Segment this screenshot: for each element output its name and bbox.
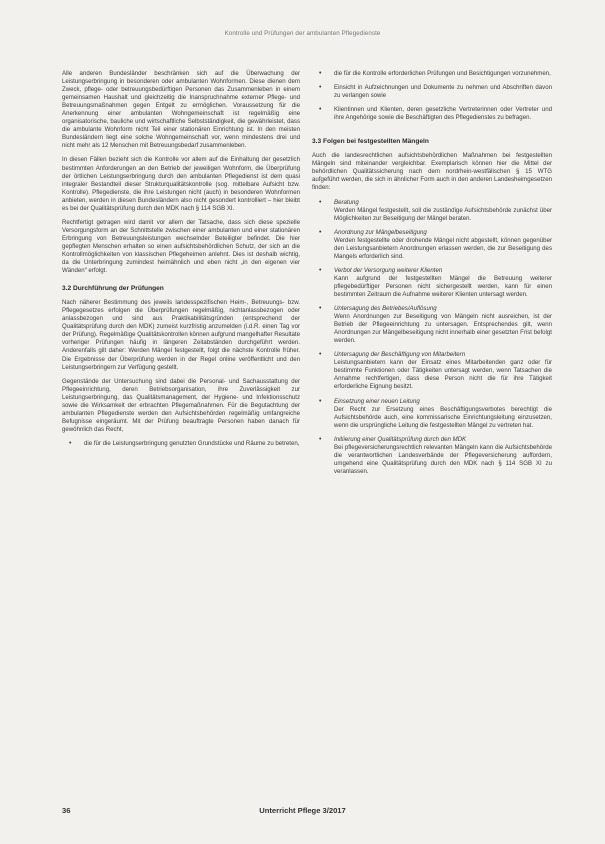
left-column — [62, 70, 300, 454]
item-title: Verbot der Versorgung weiterer Klienten — [334, 266, 443, 274]
paragraph: Nach näherer Bestimmung des jeweils landesspezifischen Heim-, Betreuungs- bzw. Pflegegesetzes erfolgen die Überprüfungen regelmäßig, nichtanlassbezogen oder anlassbezogen und sind aus Praktikabilitätsgründen (entsprechend der Qualitätsprüfung durch den MDK) zumeist kurzfristig anzumelden (i.d.R. einen Tag vor der Prüfung). Regelmäßige Qualitätskontrollen können aufgrund mangelhafter Resultate vorheriger Prüfungen häufig in längeren Zeitabständen durchgeführt werden. Anderenfalls gilt daher: Werden Mängel festgestellt, folgt die nächste Kontrolle früher. Die Ergebnisse der Überprüfung werden in der Regel online veröffentlicht und den Leistungserbringern zur Verfügung gestellt. — [62, 299, 300, 371]
bullet-icon: • — [319, 266, 322, 274]
bullet-list — [62, 440, 300, 448]
right-column — [312, 70, 552, 482]
bullet-icon: • — [319, 70, 322, 77]
paragraph: Alle anderen Bundesländer beschränken sich auf die Überwachung der Leistungserbringung in besonderen oder ambulanten Wohnformen. Diese dienen dem Zweck, pflege- oder betreuungsbedürftigen Personen das Zusammenleben in einem gemeinsamen Haushalt und gleichzeitig die Inanspruchnahme externer Pflege- und Betreuungsmaßnahmen gegen Entgelt zu ermöglichen. Voraussetzung für die Anerkennung einer ambulanten Wohngemeinschaft ist regelmäßig eine organisatorische, bauliche und wirtschaftliche Selbstständigkeit, die gewährleistet, dass die ambulante Wohnform nicht Teil einer stationären Einrichtung ist. In den meisten Bundesländern liegt eine solche Wohngemeinschaft vor, wenn mindestens drei und nicht mehr als 12 Menschen mit Betreuungsbedarf zusammenleben. — [62, 70, 300, 150]
bullet-icon: • — [319, 106, 322, 114]
item-text: Werden festgestellte oder drohende Mängel nicht abgestellt, können gegenüber den Leistungsanbietern Anordnungen erlassen werden, die zur Beseitigung des Mangels erforderlich sind. — [334, 236, 552, 260]
magazine-issue: Unterricht Pflege 3/2017 — [259, 806, 346, 815]
bullet-icon: • — [319, 198, 322, 206]
list-item: • Einsicht in Aufzeichnungen und Dokumente zu nehmen und Abschriften davon zu verlangen sowie — [319, 84, 552, 100]
bullet-icon: • — [319, 435, 322, 443]
section-heading: 3.2 Durchführung der Prüfungen — [62, 285, 164, 293]
bullet-icon: • — [319, 228, 322, 236]
list-item — [312, 229, 552, 261]
list-item — [312, 267, 552, 299]
list-item — [312, 305, 552, 345]
item-text: Leistungsanbietern kann der Einsatz eines Mitarbeitenden ganz oder für bestimmte Funktionen oder Tätigkeiten untersagt werden, wenn Tatsachen die Annahme rechtfertigen, dass diese Person nicht die für ihre Tätigkeit erforderliche Eignung besitzt. — [334, 359, 552, 391]
item-title: Anordnung zur Mängelbeseitigung — [334, 228, 427, 236]
bullet-list — [312, 70, 552, 122]
bullet-icon: • — [319, 84, 322, 92]
section-heading: 3.3 Folgen bei festgestellten Mängeln — [312, 138, 429, 146]
measures-list — [312, 199, 552, 476]
item-text: Der Recht zur Ersetzung eines Beschäftigungsverbotes berechtigt die Aufsichtsbehörde auch, eine kommissarische Einrichtungsleitung einzusetzen, wenn die ursprüngliche Leitung die festgestellten Mängel zu vertreten hat. — [334, 405, 552, 429]
item-title: Untersagung des Betriebes/Auflösung — [334, 305, 437, 313]
item-text: Bei pflegeversicherungsrechtlich relevanten Mängeln kann die Aufsichtsbehörde die verantwortlichen Landesverbände der Pflegeversicherung auffordern, umgehend eine Qualitätsprüfung durch den MDK nach § 114 SGB XI zu veranlassen. — [334, 443, 552, 475]
item-text: Wenn Anordnungen zur Beseitigung von Mängeln nicht ausreichen, ist der Betrieb der Pflegeeinrichtung zu untersagen. Entsprechendes gilt, wenn Anordnungen zur Mängelbeseitigung nicht innerhalb einer gesetzten Frist befolgt werden. — [334, 313, 552, 345]
list-item: • die für die Leistungserbringung genutzten Grundstücke und Räume zu betreten, — [69, 439, 300, 447]
item-title: Beratung — [334, 198, 359, 206]
item-text: Kann aufgrund der festgestellten Mängel die Betreuung weiterer pflegebedürftiger Personen nicht sichergestellt werden, kann für einen bestimmten Zeitraum die Aufnahme weiterer Klienten untersagt werden. — [334, 274, 552, 298]
bullet-icon: • — [319, 351, 322, 359]
list-item — [312, 398, 552, 430]
list-item — [312, 351, 552, 391]
list-item: • Klientinnen und Klienten, deren gesetzliche Vertreterinnen oder Vertreter und ihre Angehörige sowie die Beschäftigten des Pflegedienstes zu befragen. — [319, 106, 552, 122]
bullet-icon: • — [319, 397, 322, 405]
running-header: Kontrolle und Prüfungen der ambulanten Pflegedienste — [224, 30, 381, 37]
item-title: Initiierung einer Qualitätsprüfung durch den MDK — [334, 435, 467, 443]
paragraph: Rechtfertigt getragen wird damit vor allem der Tatsache, dass sich diese spezielle Versorgungsform an der Schnittstelle zwischen einer ambulanten und einer stationären Erbringung von Betreuungsleistungen wechselnder Beteiligter befindet. Die hier gepflegten Menschen erhalten so einen aufsichtsbehördlichen Schutz, der sich an die Kontrollmöglichkeiten von klassischen Pflegeheimen anlehnt. Dies ist deshalb wichtig, da die Unterbringung zumindest heimähnlich und eben nicht „in den eigenen vier Wänden“ erfolgt. — [62, 218, 300, 275]
list-item: • die für die Kontrolle erforderlichen Prüfungen und Besichtigungen vorzunehmen, — [319, 70, 551, 77]
paragraph: Auch die landesrechtlichen aufsichtsbehördlichen Maßnahmen bei festgestellten Mängeln sind miteinander vergleichbar. Exemplarisch können hier die Mittel der behördlichen Qualitätssicherung nach dem nordrhein-westfälischen § 15 WTG aufgeführt werden, die sich in ähnlicher Form auch in den anderen Landesheimgesetzen finden: — [312, 152, 552, 192]
list-item — [312, 199, 552, 223]
item-title: Einsetzung einer neuen Leitung — [334, 397, 420, 405]
page-number: 36 — [62, 806, 71, 815]
paragraph: Gegenstände der Untersuchung sind dabei die Personal- und Sachausstattung der Pflegeeinrichtung, deren Betriebsorganisation, ihre Zuverlässigkeit zur Leistungserbringung, das Qualitätsmanagement, der Hygiene- und Infektionsschutz sowie die Wirksamkeit der erbrachten Pflegemaßnahmen. Für die Begutachtung der ambulanten Pflegedienste werden den Aufsichtsbehörden regelmäßig umfangreiche Befugnisse eingeräumt. Mit der Prüfung beauftragte Personen haben danach für gewöhnlich das Recht, — [62, 377, 300, 433]
item-text: Werden Mängel festgestellt, soll die zuständige Aufsichtsbehörde zunächst über Möglichkeiten zur Beseitigung der Mängel beraten. — [334, 206, 552, 222]
list-item — [312, 436, 552, 476]
bullet-icon: • — [319, 305, 322, 313]
bullet-icon: • — [69, 439, 72, 447]
item-title: Untersagung der Beschäftigung von Mitarbeitern — [334, 351, 466, 359]
paragraph: In diesen Fällen bezieht sich die Kontrolle vor allem auf die Einhaltung der gesetzlich bestimmten Anforderungen an den Betrieb der jeweiligen Wohnform, die Überprüfung der örtlichen Leistungserbringung durch den ambulanten Pflegedienst ist dem quasi integraler Bestandteil dieser Strukturqualitätskontrolle (sog. mittelbare Aufsicht bzw. Kontrolle). Pflegedienste, die ihre Leistungen nicht (auch) in besonderen Wohnformen anbieten, werden in diesen Bundesländern also nicht gesondert kontrolliert – hier bleibt es bei der Qualitätsprüfung durch den MDK nach § 114 SGB XI. — [62, 156, 300, 212]
